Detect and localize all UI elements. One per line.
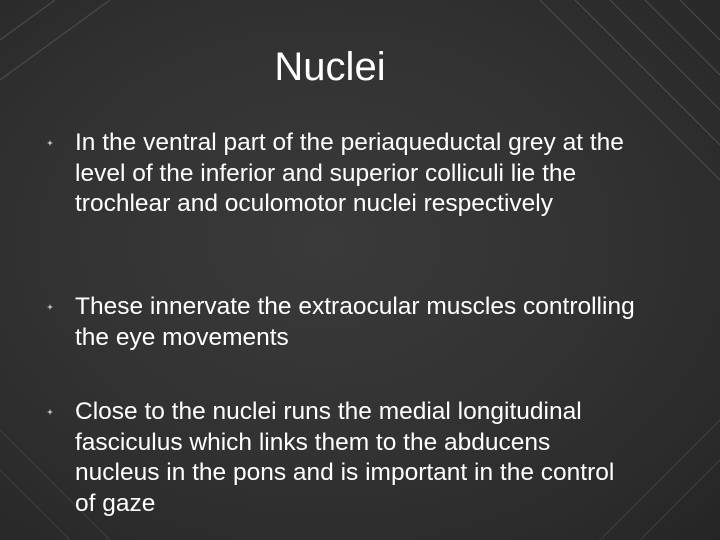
bullet-item-3 (75, 397, 635, 519)
slide-title: Nuclei (274, 45, 386, 89)
bullet-text: These innervate the extraocular muscles controlling the eye movements (75, 293, 635, 351)
small-star-bullet-icon (47, 140, 53, 146)
bullet-item-1 (75, 128, 635, 220)
bullet-item-2 (75, 292, 635, 353)
bullet-text: In the ventral part of the periaqueductal grey at the level of the inferior and superior colliculi lie the trochlear and oculomotor nuclei respectively (75, 129, 624, 217)
small-star-bullet-icon (47, 304, 53, 310)
small-star-bullet-icon (47, 409, 53, 415)
bullet-text: Close to the nuclei runs the medial longitudinal fasciculus which links them to the abducens nucleus in the pons and is important in the control of gaze (75, 398, 615, 517)
